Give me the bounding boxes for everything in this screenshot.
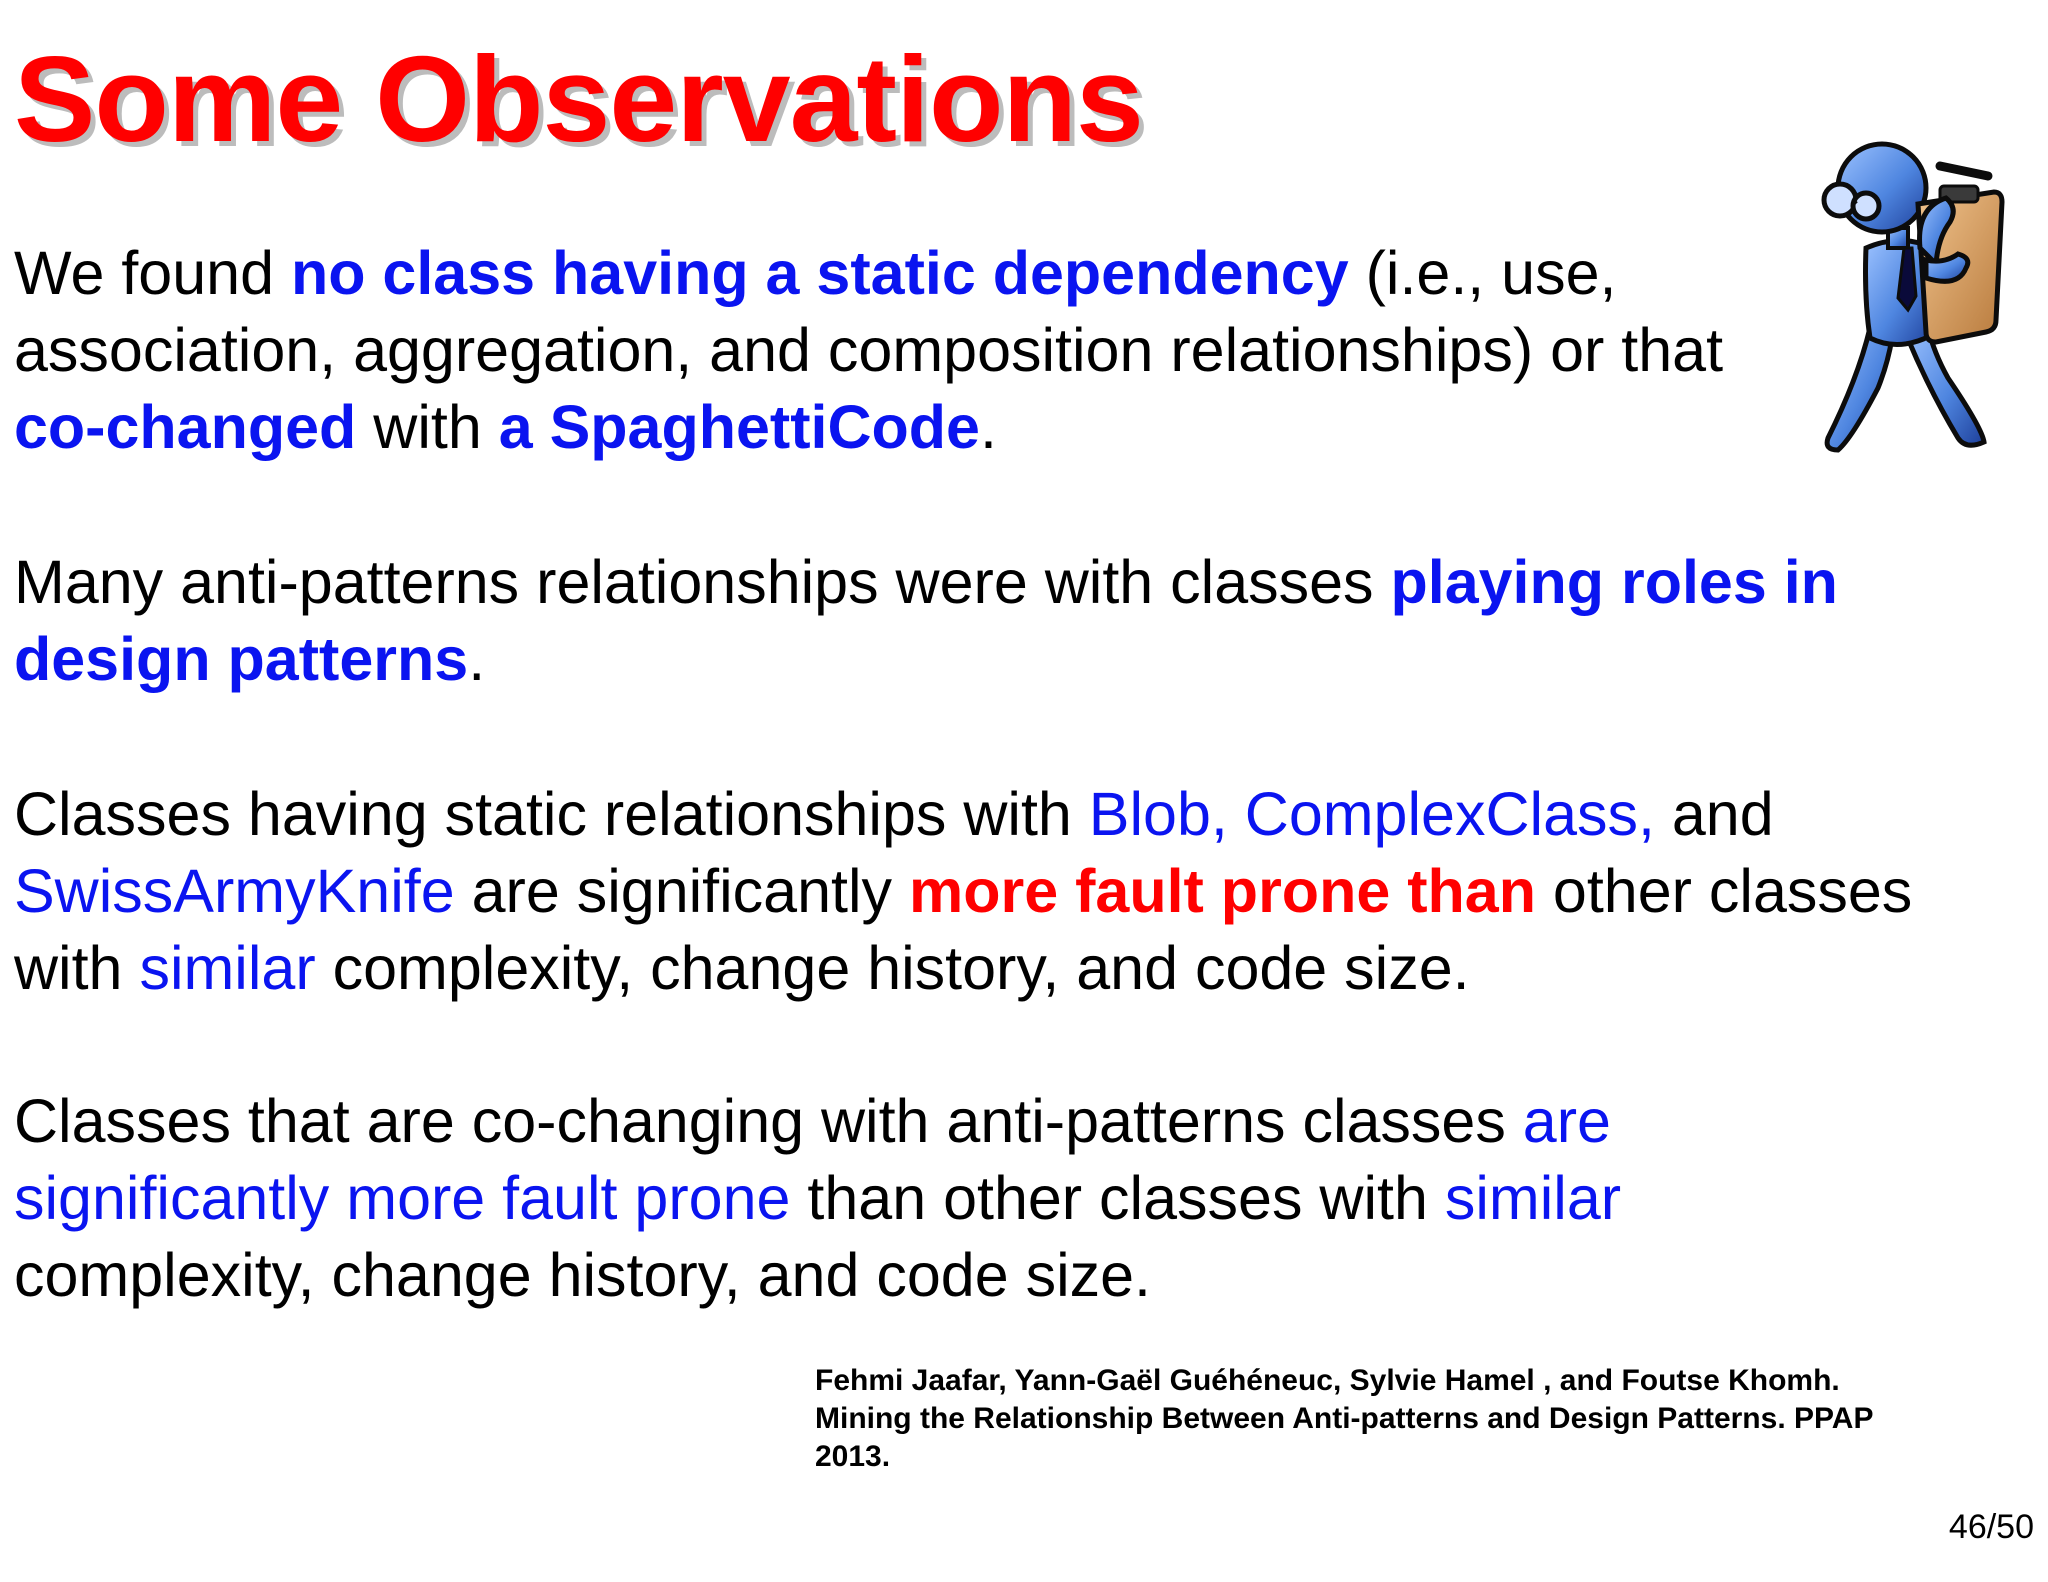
text-segment: . — [979, 393, 997, 461]
highlight-spaghetti-code: a SpaghettiCode — [498, 393, 980, 461]
citation-reference — [815, 1362, 2015, 1476]
highlight-blob-complexclass: Blob, ComplexClass, — [1088, 780, 1655, 848]
highlight-playing-roles: playing roles in design patterns — [14, 548, 1838, 693]
observation-paragraph-1 — [14, 235, 1774, 466]
text-segment: . — [468, 625, 486, 693]
highlight-similar: similar — [1444, 1164, 1622, 1232]
text-segment: Classes having static relationships with — [14, 780, 1089, 848]
citation-line-1: Fehmi Jaafar, Yann-Gaël Guéhéneuc, Sylvie Hamel , and Foutse Khomh. — [815, 1364, 1840, 1397]
text-segment: complexity, change history, and code size. — [14, 1241, 1151, 1309]
observation-paragraph-3 — [14, 776, 2034, 1007]
text-segment: are significantly — [454, 857, 909, 925]
highlight-swissarmyknife: SwissArmyKnife — [14, 857, 455, 925]
highlight-no-static-dependency: no class having a static dependency — [290, 239, 1349, 307]
text-segment: Many anti-patterns relationships were with classes — [14, 548, 1391, 616]
citation-line-2: Mining the Relationship Between Anti-patterns and Design Patterns. PPAP — [815, 1402, 1874, 1435]
citation-line-3: 2013. — [815, 1440, 891, 1473]
person-with-clipboard-icon — [1808, 138, 2008, 464]
text-segment: (i.e., use, association, aggregation, and composition relationships) or that — [14, 239, 1724, 384]
text-segment: Classes that are co-changing with anti-patterns classes — [14, 1087, 1523, 1155]
text-segment: complexity, change history, and code size. — [315, 934, 1470, 1002]
highlight-co-changed: co-changed — [14, 393, 357, 461]
slide-title: Some Observations — [14, 31, 1143, 167]
text-segment: than other classes with — [790, 1164, 1445, 1232]
highlight-similar: similar — [139, 934, 316, 1002]
observation-paragraph-4 — [14, 1083, 1834, 1314]
text-segment: with — [356, 393, 499, 461]
observation-paragraph-2 — [14, 544, 1994, 698]
page-number: 46/50 — [1948, 1508, 2034, 1546]
highlight-significantly-more-fault-prone: are significantly more fault prone — [14, 1087, 1611, 1232]
text-segment: and — [1654, 780, 1774, 848]
highlight-more-fault-prone: more fault prone than — [908, 857, 1536, 925]
text-segment: We found — [14, 239, 291, 307]
text-segment: other classes with — [14, 857, 1913, 1002]
